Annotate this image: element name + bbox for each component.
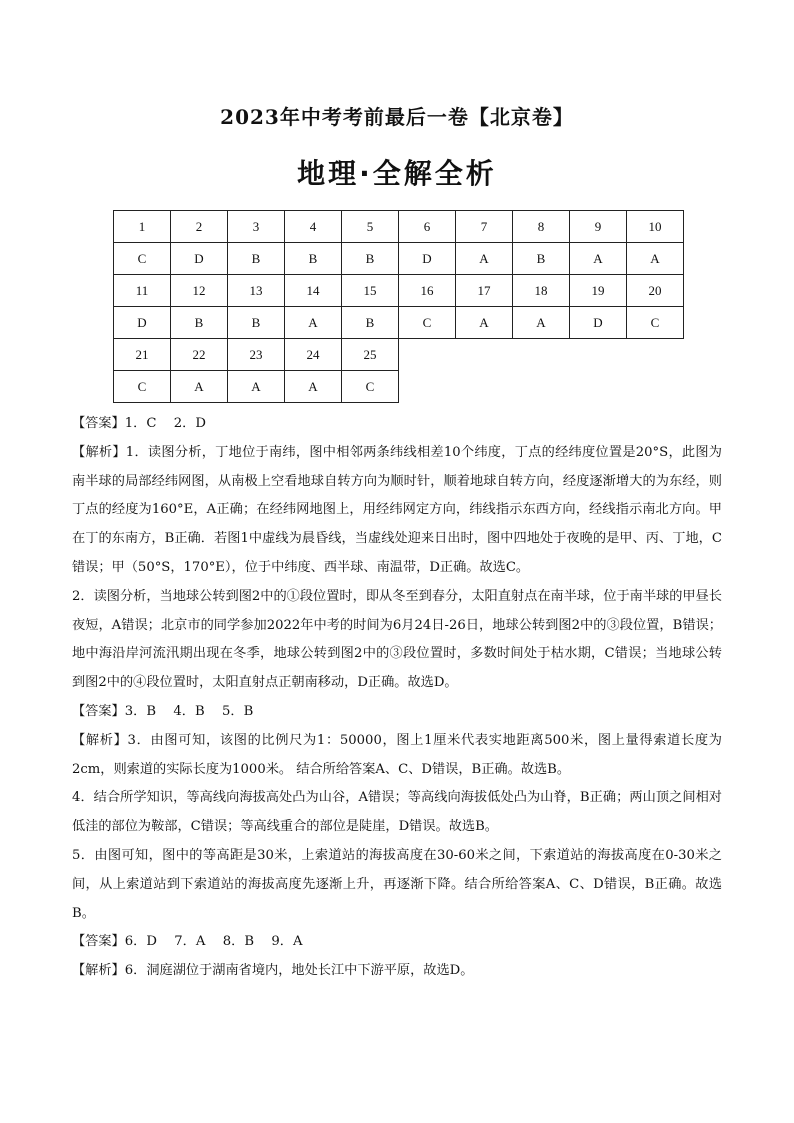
- answer-cell: A: [513, 307, 570, 339]
- question-number-cell: 19: [570, 275, 627, 307]
- empty-cell: [627, 339, 684, 371]
- answer-cell: B: [342, 243, 399, 275]
- empty-cell: [399, 371, 456, 403]
- question-number-cell: 18: [513, 275, 570, 307]
- answer-cell: A: [285, 371, 342, 403]
- question-number-cell: 5: [342, 211, 399, 243]
- question-number-cell: 9: [570, 211, 627, 243]
- question-number-cell: 3: [228, 211, 285, 243]
- question-number-cell: 22: [171, 339, 228, 371]
- answer-cell: C: [342, 371, 399, 403]
- analysis-paragraph: 4．结合所学知识，等高线向海拔高处凸为山谷，A错误；等高线向海拔低处凸为山脊，B正确；两山顶之间相对低洼的部位为鞍部，C错误；等高线重合的部位是陡崖，D错误。故选B。: [72, 790, 722, 835]
- empty-cell: [456, 339, 513, 371]
- question-number-cell: 7: [456, 211, 513, 243]
- empty-cell: [513, 371, 570, 403]
- answer-cell: A: [456, 307, 513, 339]
- answer-cell: A: [570, 243, 627, 275]
- answer-cell: C: [627, 307, 684, 339]
- analysis-paragraph: 【解析】6．洞庭湖位于湖南省境内，地处长江中下游平原，故选D。: [72, 963, 474, 979]
- question-number-cell: 6: [399, 211, 456, 243]
- answer-row: [114, 243, 684, 275]
- question-number-cell: 4: [285, 211, 342, 243]
- answer-cell: A: [228, 371, 285, 403]
- question-number-cell: 2: [171, 211, 228, 243]
- answer-cell: D: [171, 243, 228, 275]
- answer-cell: B: [171, 307, 228, 339]
- answer-row: [114, 371, 684, 403]
- question-number-cell: 16: [399, 275, 456, 307]
- question-number-row: [114, 339, 684, 371]
- answer-cell: D: [570, 307, 627, 339]
- analysis-paragraph: 【解析】1．读图分析，丁地位于南纬，图中相邻两条纬线相差10个纬度，丁点的经纬度位置是20°S，此图为南半球的局部经纬网图，从南极上空看地球自转方向为顺时针，顺着地球自转方向，经度逐渐增大的为东经，则丁点的经度为160°E，A正确；在经纬网地图上，用经纬网定方向，纬线指示东西方向，经线指示南北方向。甲在丁的东南方，B正确．若图1中虚线为晨昏线，当虚线处迎来日出时，图中四地处于夜晚的是甲、丙、丁地，C错误；甲（50°S，170°E），位于中纬度、西半球、南温带，D正确。故选C。: [72, 444, 722, 575]
- analysis-paragraph: 【解析】3．由图可知，该图的比例尺为1：50000，图上1厘米代表实地距离500米，图上量得索道长度为2cm，则索道的实际长度为1000米。 结合所给答案A、C、D错误，B正确。故选B。: [72, 732, 722, 777]
- answer-cell: C: [114, 243, 171, 275]
- answer-cell: A: [285, 307, 342, 339]
- answer-cell: D: [114, 307, 171, 339]
- answer-cell: B: [228, 243, 285, 275]
- question-number-cell: 24: [285, 339, 342, 371]
- answer-line: 【答案】1．C 2．D: [72, 416, 206, 431]
- question-number-cell: 12: [171, 275, 228, 307]
- exam-title: 2023年中考考前最后一卷【北京卷】: [220, 105, 574, 129]
- answer-cell: A: [171, 371, 228, 403]
- question-number-cell: 8: [513, 211, 570, 243]
- answer-cell: C: [114, 371, 171, 403]
- question-number-cell: 20: [627, 275, 684, 307]
- question-number-cell: 11: [114, 275, 171, 307]
- empty-cell: [570, 339, 627, 371]
- subject-title: 地理·全解全析: [297, 157, 497, 190]
- answer-cell: D: [399, 243, 456, 275]
- question-number-cell: 15: [342, 275, 399, 307]
- question-number-cell: 25: [342, 339, 399, 371]
- answer-cell: B: [513, 243, 570, 275]
- question-number-cell: 1: [114, 211, 171, 243]
- analysis-paragraph: 2．读图分析，当地球公转到图2中的①段位置时，即从冬至到春分，太阳直射点在南半球，位于南半球的甲昼长夜短，A错误；北京市的同学参加2022年中考的时间为6月24日-26日，地球公转到图2中的③段位置，B错误；地中海沿岸河流汛期出现在冬季，地球公转到图2中的③段位置时，多数时间处于枯水期，C错误；当地球公转到图2中的④段位置时，太阳直射点正朝南移动，D正确。故选D。: [72, 588, 722, 691]
- question-number-row: [114, 275, 684, 307]
- question-number-cell: 23: [228, 339, 285, 371]
- question-number-cell: 14: [285, 275, 342, 307]
- analysis-paragraph: 5．由图可知，图中的等高距是30米，上索道站的海拔高度在30-60米之间，下索道站的海拔高度在0-30米之间，从上索道站到下索道站的海拔高度先逐渐上升，再逐渐下降。结合所给答案A、C、D错误，B正确。故选B。: [72, 847, 722, 921]
- answer-cell: A: [456, 243, 513, 275]
- question-number-cell: 13: [228, 275, 285, 307]
- answer-cell: C: [399, 307, 456, 339]
- question-number-cell: 10: [627, 211, 684, 243]
- empty-cell: [627, 371, 684, 403]
- answer-table: [113, 210, 684, 403]
- answer-line: 【答案】6．D 7．A 8．B 9．A: [72, 934, 303, 950]
- empty-cell: [570, 371, 627, 403]
- empty-cell: [456, 371, 513, 403]
- explanation-content: [72, 410, 722, 986]
- empty-cell: [399, 339, 456, 371]
- answer-row: [114, 307, 684, 339]
- empty-cell: [513, 339, 570, 371]
- answer-cell: A: [627, 243, 684, 275]
- answer-line: 【答案】3．B 4．B 5．B: [72, 703, 254, 719]
- answer-cell: B: [285, 243, 342, 275]
- answer-cell: B: [342, 307, 399, 339]
- answer-cell: B: [228, 307, 285, 339]
- question-number-row: [114, 211, 684, 243]
- question-number-cell: 17: [456, 275, 513, 307]
- question-number-cell: 21: [114, 339, 171, 371]
